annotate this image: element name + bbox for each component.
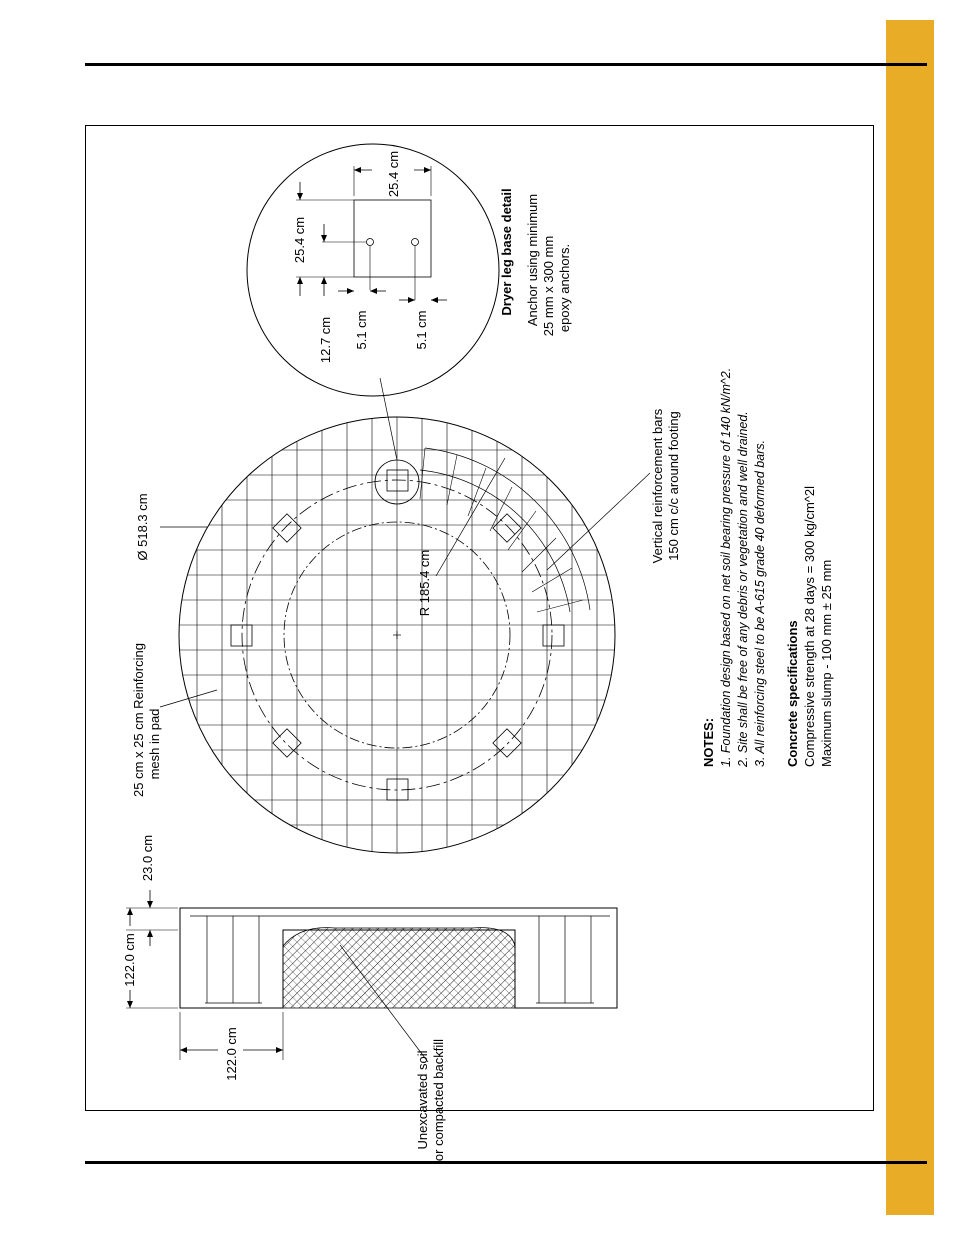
notes-heading: NOTES: xyxy=(701,717,716,767)
detail-line-2: 25 mm x 300 mm xyxy=(541,235,556,337)
detail-dim-top: 25.4 cm xyxy=(386,150,401,198)
footing-width-label: 122.0 cm xyxy=(224,1027,239,1081)
concrete-heading: Concrete specifications xyxy=(785,620,800,767)
plan-labels xyxy=(131,408,681,797)
anchor-hole xyxy=(412,239,419,246)
vertical-bars-label-1: Vertical reinforcement bars xyxy=(650,408,665,564)
detail-dim-outer: 12.7 cm xyxy=(318,316,333,364)
base-plate xyxy=(354,200,431,277)
detail-title: Dryer leg base detail xyxy=(499,188,514,316)
detail-line-1: Anchor using minimum xyxy=(525,193,540,327)
note-3: 3. All reinforcing steel to be A-615 grade 40 deformed bars. xyxy=(753,439,767,767)
note-2: 2. Site shall be free of any debris or vegetation and well drained. xyxy=(736,411,750,767)
vertical-bars-label-2: 150 cm c/c around footing xyxy=(666,411,681,561)
leg-base xyxy=(543,625,564,646)
soil-label-2: or compacted backfill xyxy=(431,1038,446,1162)
radius-label: R 185.4 cm xyxy=(417,549,432,617)
detail-labels xyxy=(292,151,572,363)
pad-depth-label: 23.0 cm xyxy=(140,834,155,882)
concrete-line-1: Compressive strength at 28 days = 300 kg/cm^2l xyxy=(802,485,817,767)
vertical-bar-segment xyxy=(425,448,590,610)
anchor-hole xyxy=(367,239,374,246)
soil-hatch xyxy=(283,928,515,1008)
diameter-label: Ø 518.3 cm xyxy=(135,493,150,561)
leg-base-detail xyxy=(247,144,499,396)
notes-block xyxy=(701,368,834,768)
wall-height-label: 122.0 cm xyxy=(122,933,137,987)
detail-line-3: epoxy anchors. xyxy=(557,243,572,333)
detail-dim-anchor-1: 5.1 cm xyxy=(354,310,369,350)
leg-base xyxy=(231,625,252,646)
plan-view xyxy=(160,378,650,853)
detail-circle xyxy=(247,144,499,396)
detail-dim-side: 25.4 cm xyxy=(292,216,307,264)
note-1: 1. Foundation design based on net soil bearing pressure of 140 kN/m^2. xyxy=(719,367,733,767)
soil-label-1: Unexcavated soil xyxy=(415,1050,430,1150)
cross-section xyxy=(126,890,617,1062)
mesh-label-1: 25 cm x 25 cm Reinforcing xyxy=(131,643,146,797)
concrete-line-2: Maximum slump - 100 mm ± 25 mm xyxy=(819,559,834,767)
mesh-label-2: mesh in pad xyxy=(147,708,162,780)
detail-dim-anchor-2: 5.1 cm xyxy=(414,310,429,350)
